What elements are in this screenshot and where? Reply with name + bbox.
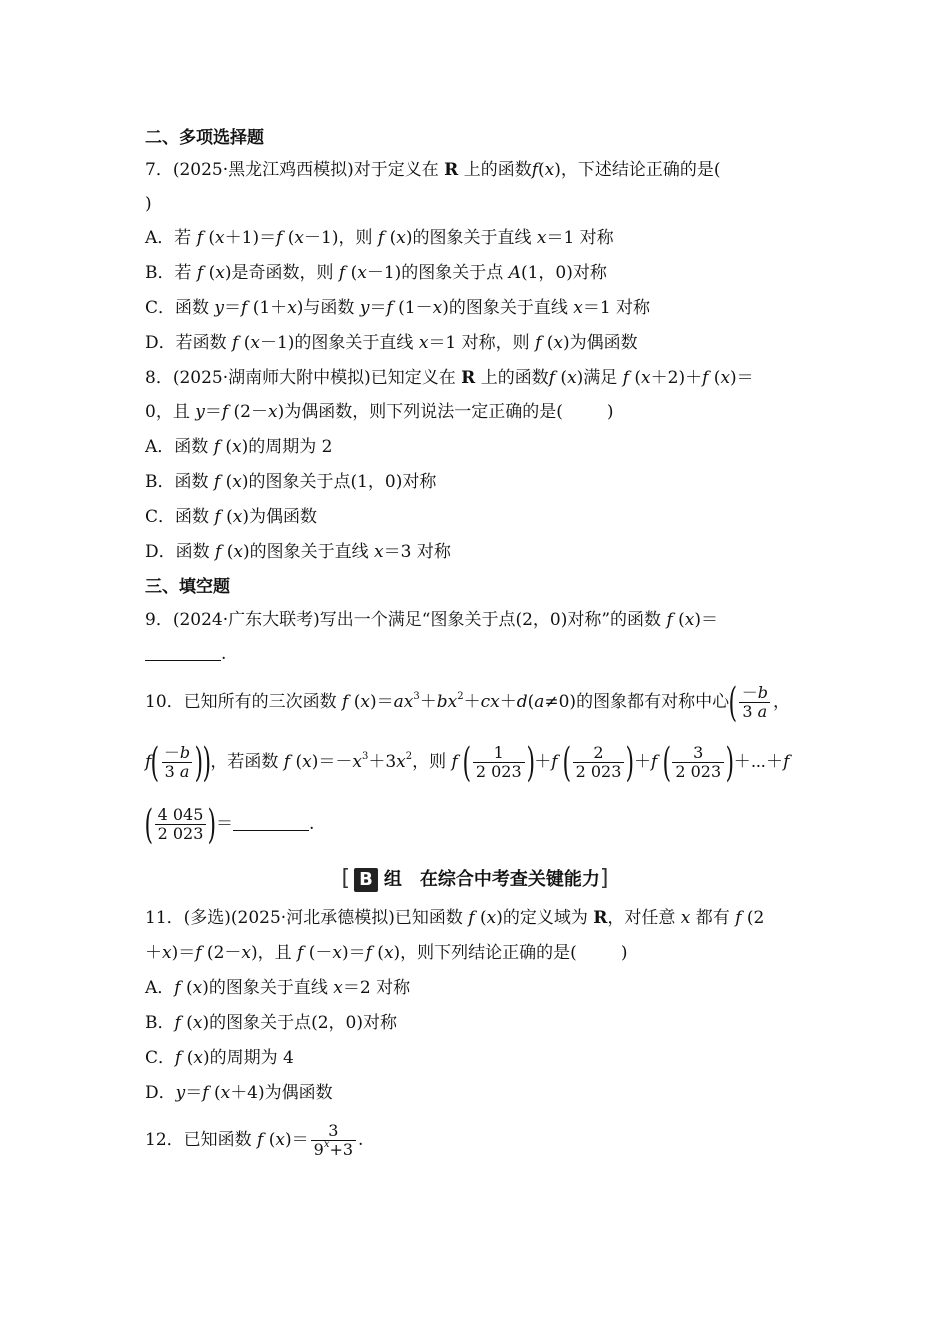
q10-stem: 10．已知所有的三次函数 f $(x)=ax^3+bx^2+cx+d(a\ne 0)$的图象都有对称中心( $\frac{-b}{3 a}$ ， [145,679,790,726]
section-title-fill-blank: 三、填空题 [145,577,230,597]
q8-stem-cont: 0，且 y＝f (2－x)为偶函数，则下列说法一定正确的是( ) [145,402,614,422]
q10-stem-cont: f( $\frac{-b}{3 a}$ ))，若函数 f $(x)=-x^3+3x^2$，则 f ( $\frac{1}{2 023}$ )＋f ( $\frac{2}{2 023}$ )＋f ( $\frac{3}{2 023}$ )＋⋯＋f [145,739,790,786]
q9-stem: 9．(2024·广东大联考)写出一个满足“图象关于点(2，0)对称”的函数 f (x)＝ [145,610,719,630]
q11-option-c: C．f (x)的周期为 4 [145,1048,294,1068]
q11-stem: 11．(多选)(2025·河北承德模拟)已知函数 f (x)的定义域为 R，对任意 x 都有 f (2 [145,908,765,928]
section-title-multiple-choice: 二、多项选择题 [145,128,264,148]
q8-stem: 8．(2025·湖南师大附中模拟)已知定义在 R 上的函数f (x)满足 f (x＋2)＋f (x)＝ [145,368,754,388]
q11-option-d: D．y＝f (x＋4)为偶函数 [145,1083,333,1103]
q7-stem-close: ) [145,194,152,214]
q7-stem: 7．(2025·黑龙江鸡西模拟)对于定义在 R 上的函数f(x)，下述结论正确的是( [145,160,721,180]
q8-option-a: A．函数 f (x)的周期为 2 [145,437,333,457]
q11-option-a: A．f (x)的图象关于直线 x＝2 对称 [145,978,411,998]
q7-option-c: C．函数 y＝f (1＋x)与函数 y＝f (1－x)的图象关于直线 x＝1 对称 [145,298,651,318]
q8-option-b: B．函数 f (x)的图象关于点(1，0)对称 [145,472,437,492]
q11-stem-cont: ＋x)＝f (2－x)，且 f (－x)＝f (x)，则下列结论正确的是( ) [145,943,628,963]
q8-option-d: D．函数 f (x)的图象关于直线 x＝3 对称 [145,542,451,562]
q7-option-b: B．若 f (x)是奇函数，则 f (x－1)的图象关于点 A(1，0)对称 [145,263,607,283]
q7-option-d: D．若函数 f (x－1)的图象关于直线 x＝1 对称，则 f (x)为偶函数 [145,333,638,353]
q11-option-b: B．f (x)的图象关于点(2，0)对称 [145,1013,397,1033]
q12-stem: 12．已知函数 f (x)＝ $\frac{3}{9^x+3}$ . [145,1121,364,1159]
q9-answer-blank: . [145,642,226,666]
group-b-letter: B [354,868,378,892]
q10-stem-end: ( $\frac{4 045}{2 023}$ )＝ . [144,801,315,848]
group-b-heading: [ B 组 在综合中考查关键能力] [341,866,609,891]
q8-option-c: C．函数 f (x)为偶函数 [145,507,317,527]
q7-option-a: A．若 f (x＋1)＝f (x－1)，则 f (x)的图象关于直线 x＝1 对称 [145,228,614,248]
